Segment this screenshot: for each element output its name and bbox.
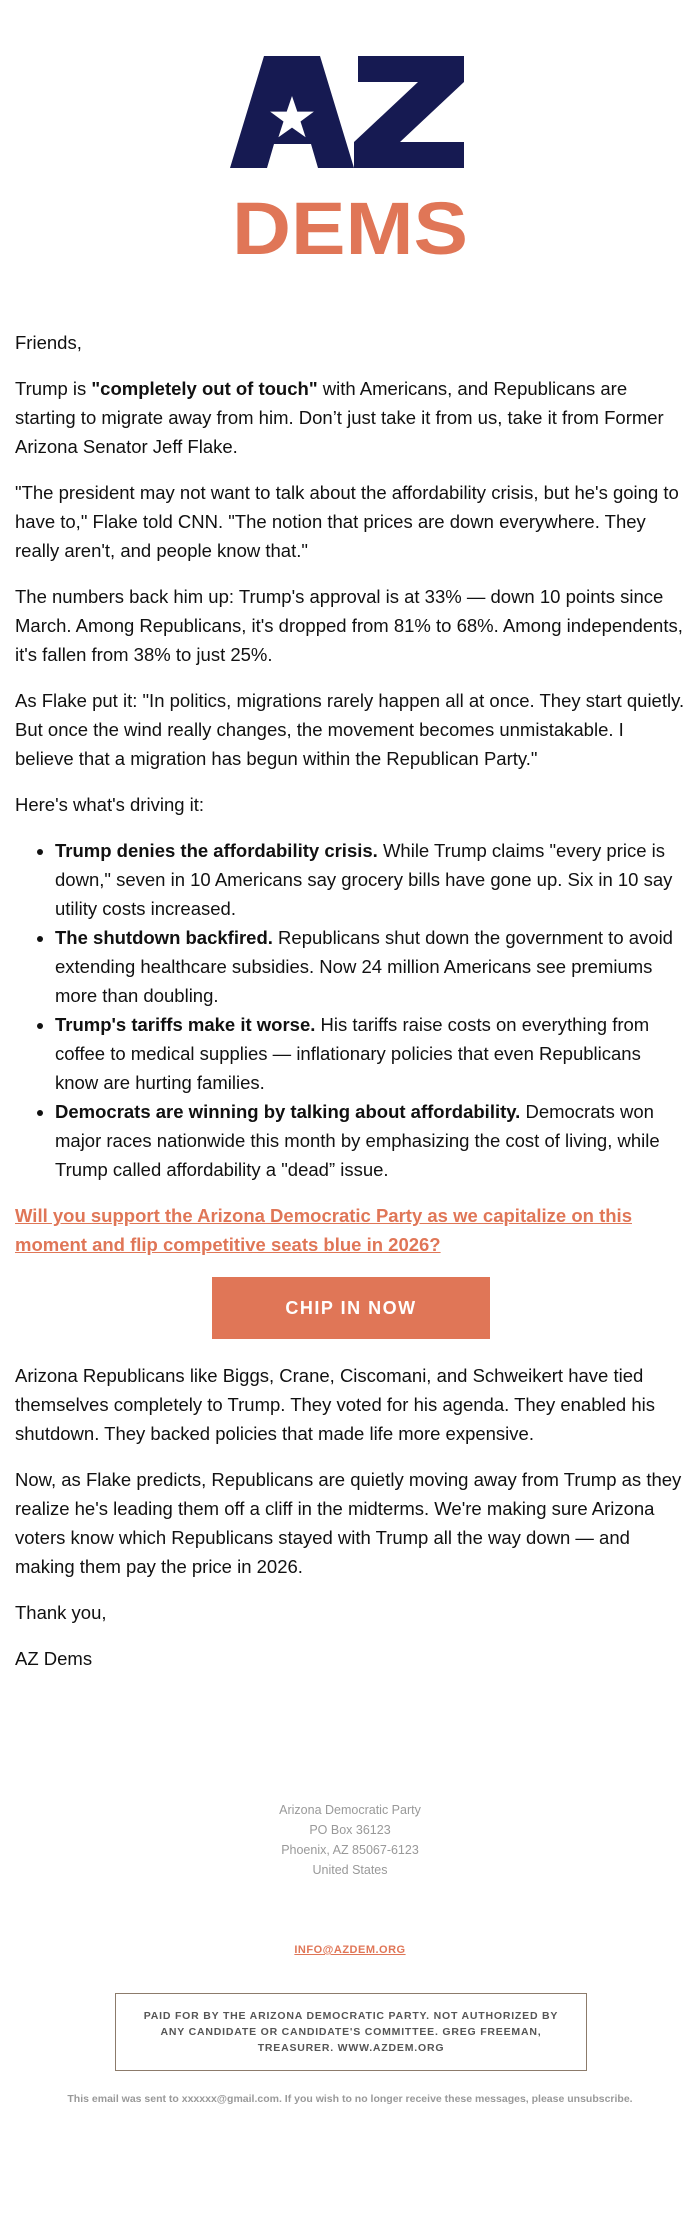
quote-emphasis: "completely out of touch" (91, 378, 318, 399)
contact-email-row (0, 1944, 700, 1956)
logo-letter-z (354, 56, 464, 168)
reasons-list (15, 836, 687, 1184)
mailing-address (0, 1800, 700, 1880)
unsubscribe-notice: This email was sent to xxxxxx@gmail.com. If you wish to no longer receive these messages, please unsubscribe. (67, 2093, 633, 2105)
paragraph-4: As Flake put it: "In politics, migrations rarely happen all at once. They start quietly. But once the wind really changes, the movement becomes unmistakable. I believe that a migration has begun within the Republican Party." (15, 690, 685, 769)
logo-dems-text: DEMS (232, 187, 468, 266)
paragraph-2: "The president may not want to talk about the affordability crisis, but he's going to have to," Flake told CNN. "The notion that prices are down everywhere. They really aren't, and people know that." (15, 482, 679, 561)
po-box: PO Box 36123 (309, 1823, 391, 1837)
paragraph-3: The numbers back him up: Trump's approval is at 33% — down 10 points since March. Among Republicans, it's dropped from 81% to 68%. Among independents, it's fallen from 38% to just 25%. (15, 586, 683, 665)
chip-in-button[interactable]: CHIP IN NOW (212, 1277, 490, 1339)
city-line: Phoenix, AZ 85067-6123 (281, 1843, 419, 1857)
paragraph-5: Here's what's driving it: (15, 794, 205, 815)
paragraph-6: Arizona Republicans like Biggs, Crane, Ciscomani, and Schweikert have tied themselves completely to Trump. They voted for his agenda. They enabled his shutdown. They backed policies that made life more expensive. (15, 1365, 655, 1444)
list-item: • Trump's tariffs make it worse. His tariffs raise costs on everything from coffee to medical supplies — inflationary policies that even Republicans know are hurting families. (55, 1010, 687, 1097)
signature: AZ Dems (15, 1648, 93, 1669)
paragraph-7: Now, as Flake predicts, Republicans are quietly moving away from Trump as they realize he's leading them off a cliff in the midterms. We're making sure Arizona voters know which Republicans stayed with Trump all the way down — and making them pay the price in 2026. (15, 1469, 682, 1577)
signoff: Thank you, (15, 1602, 107, 1623)
donate-ask-link[interactable]: Will you support the Arizona Democratic Party as we capitalize on this moment and flip competitive seats blue in 2026? (15, 1205, 632, 1255)
country: United States (312, 1863, 388, 1877)
logo-graphic (230, 56, 470, 266)
az-dems-logo (0, 56, 700, 266)
letter-body (15, 328, 687, 1690)
paid-for-disclaimer: PAID FOR BY THE ARIZONA DEMOCRATIC PARTY. NOT AUTHORIZED BY ANY CANDIDATE OR CANDIDATE'S COMMITTEE. GREG FREEMAN, TREASURER. WWW.AZDEM.ORG (115, 1993, 587, 2071)
greeting: Friends, (15, 332, 82, 353)
org-name: Arizona Democratic Party (279, 1803, 421, 1817)
paragraph-1: Trump is "completely out of touch" with Americans, and Republicans are starting to migrate away from him. Don’t just take it from us, take it from Former Arizona Senator Jeff Flake. (15, 378, 664, 457)
list-item: • The shutdown backfired. Republicans shut down the government to avoid extending healthcare subsidies. Now 24 million Americans see premiums more than doubling. (55, 923, 687, 1010)
list-item: • Trump denies the affordability crisis. While Trump claims "every price is down," seven in 10 Americans say grocery bills have gone up. Six in 10 say utility costs increased. (55, 836, 687, 923)
contact-email-link[interactable]: INFO@AZDEM.ORG (294, 1944, 406, 1956)
list-item: • Democrats are winning by talking about affordability. Democrats won major races nationwide this month by emphasizing the cost of living, while Trump called affordability a "dead” issue. (55, 1097, 687, 1184)
cta-row (15, 1277, 687, 1339)
